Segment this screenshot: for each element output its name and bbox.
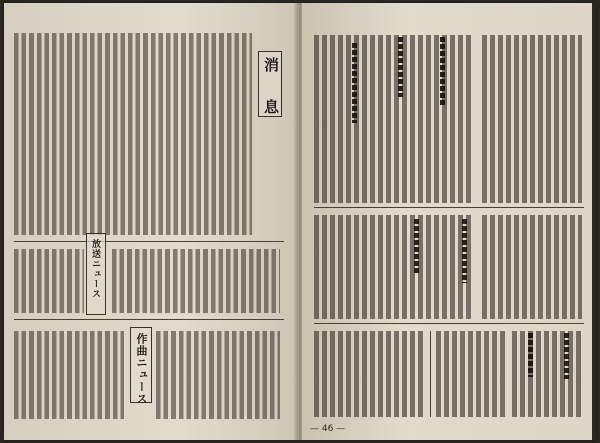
left-top-text-block [14,33,252,235]
right-column-1-text-block [314,35,474,203]
news-section-heading: 消 息 [262,57,280,120]
right-page [302,3,596,440]
left-top-divider [14,241,284,242]
right-bottom-middle-text-block [436,331,506,417]
right-bold-entry-2 [398,37,403,97]
broadcast-news-heading: 放送ニュース [90,239,100,299]
left-page [4,3,298,440]
right-bold-entry-4 [462,219,467,283]
left-bottom-right-text-block [156,331,280,419]
left-middle-right-text-block [112,249,280,313]
right-column-2-text-block [482,35,582,203]
right-bold-entry-6 [564,333,569,379]
right-bottom-left-text-block [314,331,424,417]
right-bottom-right-text-block [512,331,584,417]
right-bold-entry-7 [528,333,533,377]
page-number: — 46 — [310,424,346,434]
book-spread [4,3,596,440]
right-bold-entry-3 [352,43,357,123]
right-column-3-text-block [314,215,474,319]
scan-edge-right [592,3,596,440]
left-middle-divider [14,319,284,320]
right-bold-entry-5 [414,219,419,273]
right-bottom-vertical-rule [430,331,431,417]
right-column-4-text-block [482,215,582,319]
right-bold-entry-1 [440,37,445,107]
left-bottom-left-text-block [14,331,124,419]
right-upper-divider [314,207,584,208]
left-middle-text-block [14,249,84,313]
right-lower-divider [314,323,584,324]
composition-news-heading: 作曲ニュース [135,333,148,405]
